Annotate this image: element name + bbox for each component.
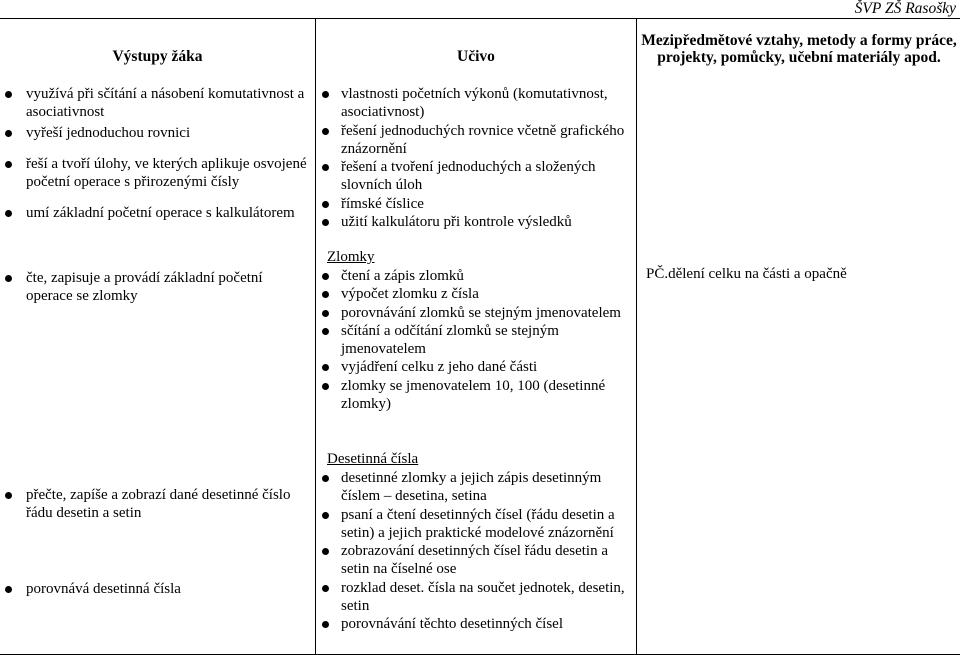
row2-outputs-list — [0, 269, 300, 306]
list-item: zlomky se jmenovatelem 10, 100 (desetinné zlomky) — [316, 377, 634, 414]
header-curriculum: Učivo — [457, 48, 495, 65]
list-item: vyjádření celku z jeho dané části — [316, 358, 634, 376]
list-item: využívá při sčítání a násobení komutativnost a asociativnost — [0, 85, 312, 122]
list-item: čte, zapisuje a provádí základní početní operace se zlomky — [0, 269, 300, 306]
list-item: porovnávání těchto desetinných čísel — [316, 615, 634, 633]
row2-curriculum-list — [316, 267, 634, 413]
row3-curriculum-list — [316, 469, 634, 634]
header-crosscurricular: Mezipředmětové vztahy, metody a formy práce, projekty, pomůcky, učební materiály apod. — [641, 32, 957, 66]
list-item: vyřeší jednoduchou rovnici — [0, 124, 312, 142]
list-item: římské číslice — [316, 195, 634, 213]
list-item: rozklad deset. čísla na součet jednotek, desetin, setin — [316, 579, 634, 616]
table-top-border — [0, 18, 960, 19]
header-outputs: Výstupy žáka — [112, 48, 203, 65]
list-item: desetinné zlomky a jejich zápis desetinným číslem – desetina, setina — [316, 469, 634, 506]
list-item: vlastnosti početních výkonů (komutativnost, asociativnost) — [316, 85, 634, 122]
list-item: sčítání a odčítání zlomků se stejným jmenovatelem — [316, 322, 634, 359]
list-item: zobrazování desetinných čísel řádu desetin a setin na číselné ose — [316, 542, 634, 579]
row3-outputs-list — [0, 486, 312, 598]
list-item: umí základní početní operace s kalkulátorem — [0, 204, 312, 222]
column-divider-2 — [636, 18, 637, 655]
list-item: psaní a čtení desetinných čísel (řádu desetin a setin) a jejich praktické modelové znázornění — [316, 506, 634, 543]
list-item: řešení jednoduchých rovnice včetně grafického znázornění — [316, 122, 634, 159]
list-item: čtení a zápis zlomků — [316, 267, 634, 285]
row1-outputs-list — [0, 85, 312, 223]
list-item: přečte, zapíše a zobrazí dané desetinné číslo řádu desetin a setin — [0, 486, 312, 523]
school-header: ŠVP ZŠ Rasošky — [854, 0, 956, 17]
list-item: řeší a tvoří úlohy, ve kterých aplikuje osvojené početní operace s přirozenými čísly — [0, 155, 312, 192]
list-item: porovnávání zlomků se stejným jmenovatelem — [316, 304, 634, 322]
list-item: výpočet zlomku z čísla — [316, 285, 634, 303]
list-item: řešení a tvoření jednoduchých a složených slovních úloh — [316, 158, 634, 195]
row1-curriculum-list — [316, 85, 634, 231]
section-title-decimals: Desetinná čísla — [327, 451, 419, 467]
list-item: užití kalkulátoru při kontrole výsledků — [316, 213, 634, 231]
section-title-fractions: Zlomky — [327, 249, 375, 265]
list-item: porovnává desetinná čísla — [0, 580, 312, 598]
row2-crosscurricular: PČ.dělení celku na části a opačně — [646, 266, 847, 282]
